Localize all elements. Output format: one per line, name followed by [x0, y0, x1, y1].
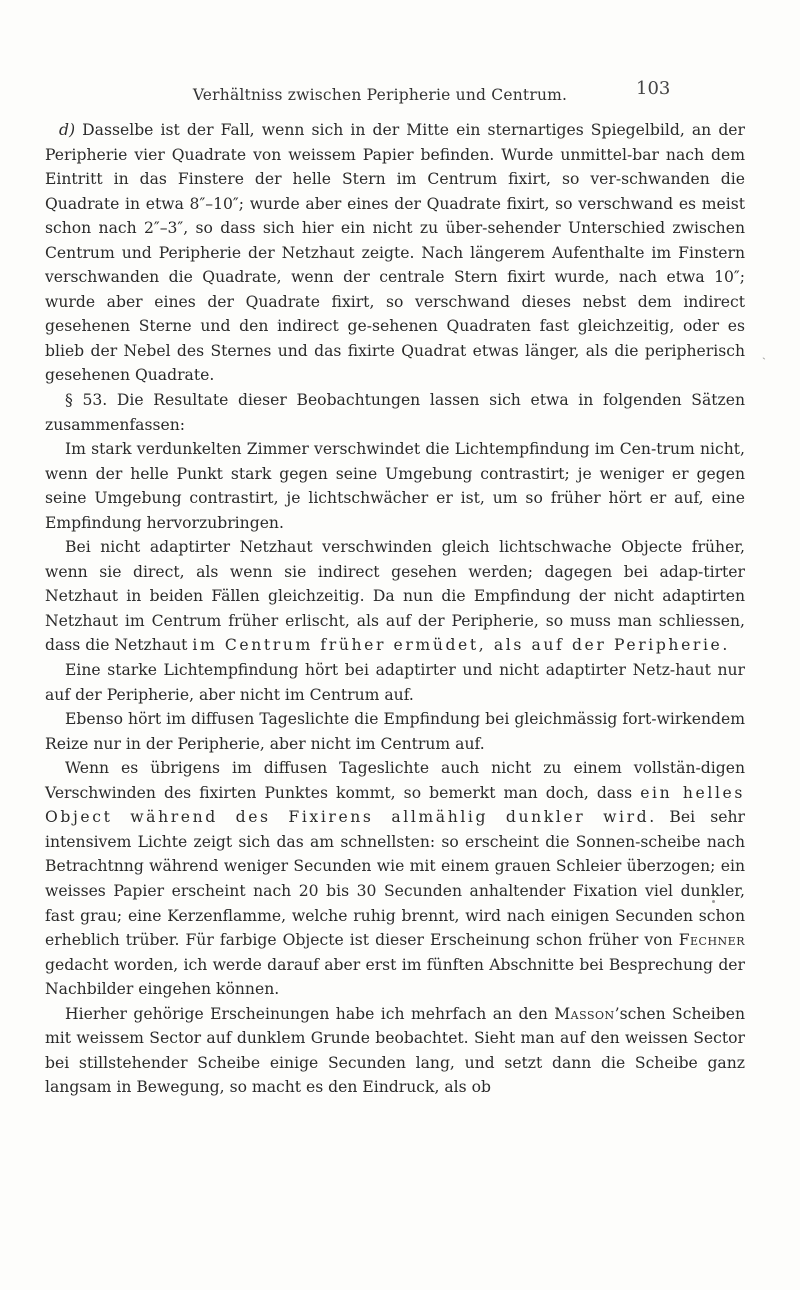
running-head: Verhältniss zwischen Peripherie und Centrum. [192, 86, 568, 104]
paragraph-adaptation [45, 535, 745, 658]
paragraph-dark-room: Im stark verdunkelten Zimmer verschwindet die Lichtempfindung im Cen-trum nicht, wenn der helle Punkt stark gegen seine Umgebung contrastirt; je weniger er gegen seine Umgebung contrastirt, je lichtschwächer er ist, um so früher hört er auf, eine Empfindung hervorzubringen. [45, 440, 745, 532]
paragraph-masson-end: ’schen Scheiben mit weissem Sector auf dunklem Grunde beobachtet. Sieht man auf den weissen Sector bei stillstehender Scheibe einige Secunden lang, und setzt dann die Scheibe ganz langsam in Bewegung, so macht es den Eindruck, als ob [45, 1004, 745, 1097]
emphasis-darker: ein helles Object während des Fixirens allmählig dunkler wird [45, 783, 745, 827]
paragraph-d-text: Dasselbe ist der Fall, wenn sich in der Mitte ein sternartiges Spiegelbild, an der Peripherie vier Quadrate von weissem Papier befinden. Wurde unmittel-bar nach dem Eintritt in das Finstere der helle Stern im Centrum fixirt, so ver-schwanden die Quadrate in etwa 8″–10″; wurde aber eines der Quadrate fixirt, so verschwand es meist schon nach 2″–3″, so dass sich hier ein nicht zu über-sehender Unterschied zwischen Centrum und Peripherie der Netzhaut zeigte. Nach längerem Aufenthalte im Finstern verschwanden die Quadrate, wenn der centrale Stern fixirt wurde, nach etwa 10″; wurde aber eines der Quadrate fixirt, so verschwand dieses nebst dem indirect gesehenen Sterne und den indirect ge-sehenen Quadraten fast gleichzeitig, oder es blieb der Nebel des Sternes und das fixirte Quadrat etwas länger, als die peripherisch gesehenen Quadrate. [45, 121, 745, 385]
paragraph-darkening-start: Wenn es übrigens im diffusen Tageslichte auch nicht zu einem vollstän-digen Verschwinden des fixirten Punktes kommt, so bemerkt man doch, dass [45, 759, 745, 802]
paragraph-d [45, 118, 745, 388]
paragraph-darkening-middle: . Bei sehr intensivem Lichte zeigt sich das am schnellsten: so erscheint die Sonnen-scheibe nach Betrachtnng während weniger Secunden wie mit einem grauen Schleier überzogen; ein weisses Papier erscheint nach 20 bis 30 Secunden anhaltender Fixation viel dunkler, fast grau; eine Kerzenflamme, welche ruhig brennt, wird nach einigen Secunden schon erheblich trüber. Für farbige Objecte ist dieser Erscheinung schon früher von [45, 808, 745, 950]
paragraph-daylight: Ebenso hört im diffusen Tageslichte die Empfindung bei gleichmässig fort-wirkendem Reize nur in der Peripherie, aber nicht im Centrum auf. [45, 710, 745, 753]
paragraph-strong-light: Eine starke Lichtempfindung hört bei adaptirter und nicht adaptirter Netz-haut nur auf der Peripherie, aber nicht im Centrum auf. [45, 661, 745, 704]
paragraph-adaptation-end: . [722, 636, 728, 655]
paragraph-adaptation-text: Bei nicht adaptirter Netzhaut verschwinden gleich lichtschwache Objecte früher, wenn sie direct, als wenn sie indirect gesehen werden; dagegen bei adap-tirter Netzhaut in beiden Fällen gleichzeitig. Da nun die Empfindung der nicht adaptirten Netzhaut im Centrum früher erlischt, als auf der Peripherie, so muss man schliessen, dass die Netzhaut [45, 538, 745, 655]
body-text [45, 118, 745, 1100]
section-53-intro: § 53. Die Resultate dieser Beobachtungen lassen sich etwa in folgenden Sätzen zusammenfassen: [45, 391, 745, 434]
paragraph-darkening [45, 756, 745, 1001]
margin-mark: ˎ [762, 346, 766, 360]
author-name-masson: Masson [554, 1004, 615, 1023]
paragraph-darkening-end: gedacht worden, ich werde darauf aber erst im fünften Abschnitte bei Besprechung der Nachbilder eingehen können. [45, 955, 745, 999]
paragraph-masson [45, 1002, 745, 1100]
author-name-fechner: Fechner [678, 931, 745, 950]
page-number: 103 [636, 78, 671, 99]
paragraph-masson-start: Hierher gehörige Erscheinungen habe ich mehrfach an den [65, 1004, 555, 1023]
emphasis-fatigue: im Centrum früher ermüdet, als auf der Peripherie [192, 636, 723, 655]
paragraph-label: d) [59, 121, 76, 139]
